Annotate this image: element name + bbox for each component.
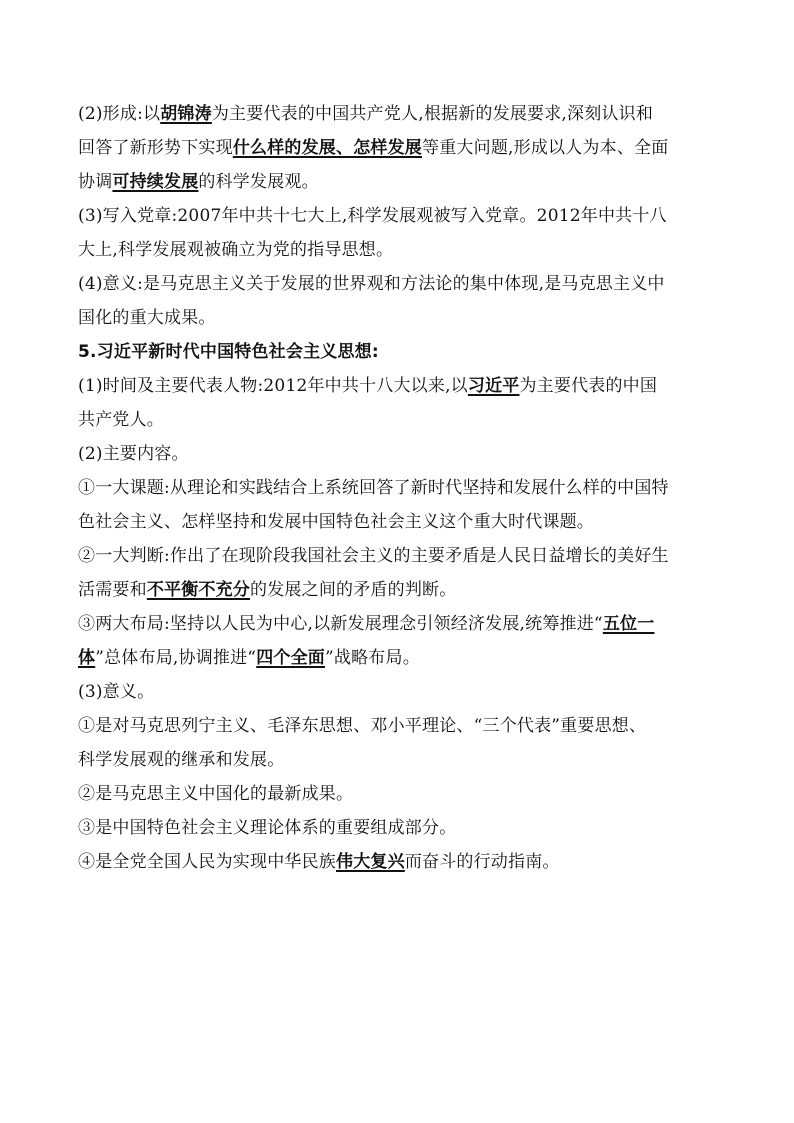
content-judgment-line-2 (78, 573, 724, 607)
meaning-2: ②是马克思主义中国化的最新成果。 (78, 784, 354, 804)
key-term-hu-jintao: 胡锦涛 (160, 104, 212, 124)
section-party-charter-line-1: (3)写入党章:2007年中共十七大上,科学发展观被写入党章。2012年中共十八 (78, 206, 667, 226)
text: 活需要和 (78, 580, 147, 600)
section-formation-line-3 (78, 165, 724, 199)
key-term-development-question: 什么样的发展、怎样发展 (232, 138, 423, 158)
text: (2)形成:以 (78, 104, 161, 124)
section-formation-line-1 (78, 97, 724, 131)
text: 的发展之间的矛盾的判断。 (250, 580, 457, 600)
section-significance-line-1: (4)意义:是马克思主义关于发展的世界观和方法论的集中体现,是马克思主义中 (78, 274, 665, 294)
key-term-sustainable-development: 可持续发展 (112, 172, 199, 192)
section-significance-line-2: 国化的重大成果。 (78, 308, 216, 328)
point-time-line-1 (78, 369, 724, 403)
section-party-charter-line-2: 大上,科学发展观被确立为党的指导思想。 (78, 240, 394, 260)
text: ”总体布局,协调推进“ (95, 648, 257, 668)
text: 而奋斗的行动指南。 (404, 852, 560, 872)
text: (1)时间及主要代表人物:2012年中共十八大以来,以 (78, 376, 468, 396)
point-main-content: (2)主要内容。 (78, 444, 189, 464)
section-formation-line-2 (78, 131, 724, 165)
meaning-4 (78, 845, 724, 879)
text: 的科学发展观。 (198, 172, 319, 192)
key-term-five-in-one-end: 体 (78, 648, 96, 668)
key-term-four-comprehensives: 四个全面 (256, 648, 326, 668)
key-term-xi-jinping: 习近平 (467, 376, 520, 396)
meaning-1-line-1: ①是对马克思列宁主义、毛泽东思想、邓小平理论、“三个代表”重要思想、 (78, 716, 647, 736)
section-heading-xi-thought: 5.习近平新时代中国特色社会主义思想: (78, 342, 379, 362)
key-term-unbalanced: 不平衡不充分 (146, 580, 251, 600)
content-judgment-line-1: ②一大判断:作出了在现阶段我国社会主义的主要矛盾是人民日益增长的美好生 (78, 546, 669, 566)
text: 等重大问题,形成以人为本、全面 (422, 138, 669, 158)
key-term-five-in-one: 五位一 (602, 614, 655, 634)
text: 为主要代表的中国共产党人,根据新的发展要求,深刻认识和 (211, 104, 654, 124)
key-term-great-rejuvenation: 伟大复兴 (336, 852, 405, 872)
point-time-line-2: 共产党人。 (78, 410, 164, 430)
text: 回答了新形势下实现 (78, 138, 233, 158)
meaning-3: ③是中国特色社会主义理论体系的重要组成部分。 (78, 818, 457, 838)
document-page (78, 97, 724, 879)
text: 为主要代表的中国 (519, 376, 658, 396)
text: ”战略布局。 (325, 648, 420, 668)
text: 协调 (78, 172, 113, 192)
content-topic-line-2: 色社会主义、怎样坚持和发展中国特色社会主义这个重大时代课题。 (78, 512, 594, 532)
content-layout-line-1 (78, 607, 724, 641)
content-topic-line-1: ①一大课题:从理论和实践结合上系统回答了新时代坚持和发展什么样的中国特 (78, 478, 669, 498)
point-significance: (3)意义。 (78, 682, 155, 702)
meaning-1-line-2: 科学发展观的继承和发展。 (78, 750, 285, 770)
text: ④是全党全国人民为实现中华民族 (78, 852, 336, 872)
text: ③两大布局:坚持以人民为中心,以新发展理念引领经济发展,统筹推进“ (78, 614, 603, 634)
content-layout-line-2 (78, 641, 724, 675)
